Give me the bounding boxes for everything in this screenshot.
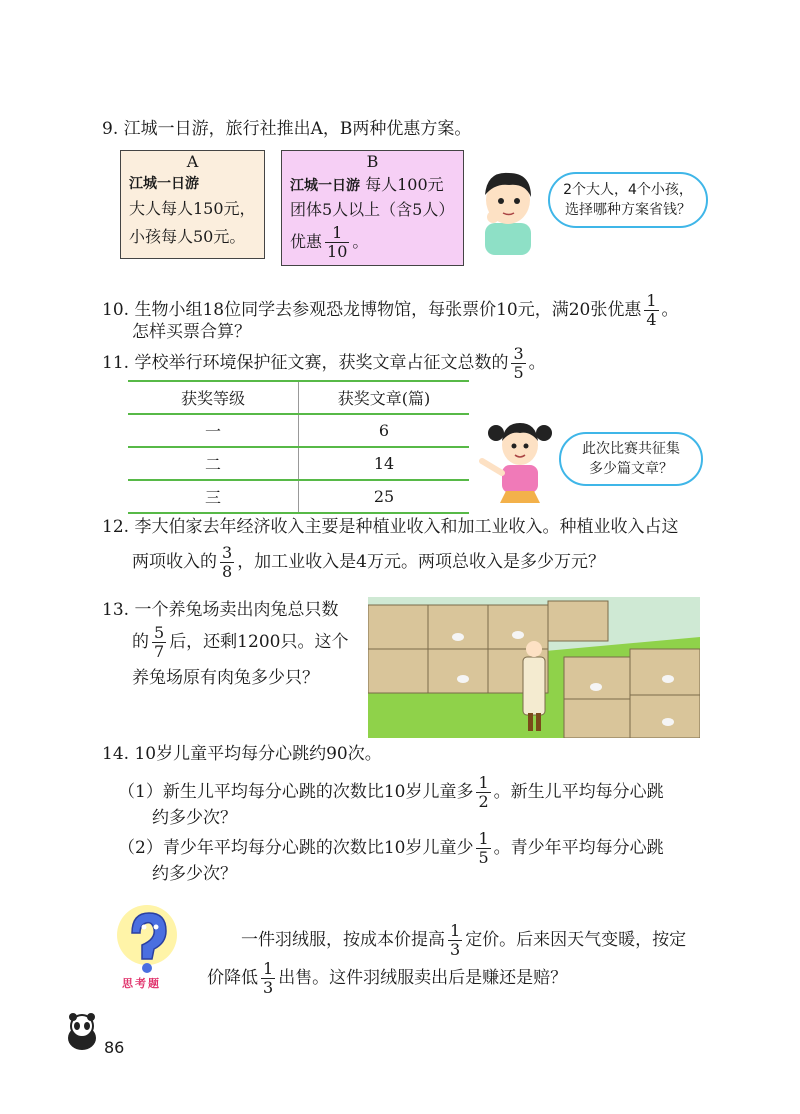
q12-text-post: ，加工业收入是4万元。两项总收入是多少万元？ [237,552,606,572]
q9-text: 9. 江城一日游，旅行社推出A，B两种优惠方案。 [102,119,472,139]
q14-part1-pre: （1）新生儿平均每分心跳的次数比10岁儿童多 [118,782,474,802]
think-line2-pre: 价降低 [207,968,258,988]
table-header: 获奖文章(篇) [299,381,470,414]
q11-bubble-line2: 多少篇文章？ [589,461,673,477]
q11-speech-bubble [559,432,703,486]
table-cell: 25 [299,480,470,513]
plan-a-title: 江城一日游 [129,176,199,192]
plan-b-letter: B [366,152,379,171]
plan-a-letter: A [186,152,199,171]
q12-line1: 12. 李大伯家去年经济收入主要是种植业收入和加工业收入。种植业收入占这 [102,517,679,537]
plan-b-title: 江城一日游 [290,178,360,194]
q14-line1: 14. 10岁儿童平均每分心跳约90次。 [102,744,382,764]
plan-b-fraction: $\frac{1}{10}$ [327,223,348,261]
think-line1-post: 定价。后来因天气变暖，按定 [465,930,687,950]
table-row [128,447,469,480]
table-row [128,414,469,447]
think-label: 思考题 [122,977,161,990]
q10-line2: 怎样买票合算？ [132,322,251,342]
table-cell: 14 [299,447,470,480]
q11-line: 11. 学校举行环境保护征文赛，获奖文章占征文总数的 $\frac{3}{5}$ 。 [102,344,546,382]
table-cell: 6 [299,414,470,447]
q14-part2-line2: 约多少次？ [152,864,237,884]
rabbit-farm-illustration [368,597,700,738]
table-row [128,480,469,513]
q10-fraction: $\frac{1}{4}$ [646,291,657,329]
q9-speech-bubble [548,172,708,228]
q13-line3: 养兔场原有肉兔多少只？ [132,668,319,688]
q14-part1-line2: 约多少次？ [152,808,237,828]
q14-part1-fraction: $\frac{1}{2}$ [478,773,489,811]
table-header: 获奖等级 [128,381,299,414]
plan-b-discount-label: 优惠 [290,232,323,251]
awards-table [128,380,469,514]
q13-line1: 13. 一个养兔场卖出肉兔总只数 [102,600,339,620]
q13-text-post: 后，还剩1200只。这个 [169,632,349,652]
girl-illustration [478,415,558,503]
q13-fraction: $\frac{5}{7}$ [154,623,165,661]
q13-text-pre: 的 [132,632,149,652]
table-cell: 三 [128,480,299,513]
plan-a-box [120,150,265,259]
q14-part2-post: 。青少年平均每分心跳 [493,838,664,858]
q10-text: 10. 生物小组18位同学去参观恐龙博物馆，每张票价10元，满20张优惠 [102,300,642,320]
q9-bubble-line1: 2个大人，4个小孩， [563,182,693,198]
q14-part1-post: 。新生儿平均每分心跳 [493,782,664,802]
table-header-row [128,381,469,414]
q13-line2 [132,622,348,662]
table-cell: 一 [128,414,299,447]
think-line2-post: 出售。这件羽绒服卖出后是赚还是赔？ [278,968,568,988]
q12-line2 [132,542,605,582]
page-number: 86 [104,1038,125,1057]
plan-a-line1: 大人每人150元， [129,199,256,218]
table-cell: 二 [128,447,299,480]
q12-text-pre: 两项收入的 [132,552,217,572]
plan-b-line1: 团体5人以上（含5人） [290,200,455,219]
q10-line1: 10. 生物小组18位同学去参观恐龙博物馆，每张票价10元，满20张优惠 $\frac{1}{4}$ 。 [102,291,679,329]
q11-bubble-line1: 此次比赛共征集 [582,441,680,457]
question-mark-mascot-icon [112,905,182,975]
boy-illustration [473,165,543,255]
think-fraction1: $\frac{1}{3}$ [450,921,461,959]
plan-b-price: 每人100元 [360,175,444,194]
q14-part2-fraction: $\frac{1}{5}$ [478,829,489,867]
think-line1-pre: 一件羽绒服，按成本价提高 [241,930,445,950]
think-line2 [207,956,567,1000]
q11-fraction: $\frac{3}{5}$ [513,344,524,382]
q14-part2-pre: （2）青少年平均每分心跳的次数比10岁儿童少 [118,838,474,858]
panda-icon [62,1012,102,1052]
q9-bubble-line2: 选择哪种方案省钱？ [565,202,691,218]
q12-fraction: $\frac{3}{8}$ [222,543,233,581]
q11-text: 11. 学校举行环境保护征文赛，获奖文章占征文总数的 [102,353,509,373]
plan-b-box: B 江城一日游 每人100元 团体5人以上（含5人） 优惠 $\frac{1}{10}$ 。 [281,150,464,266]
think-fraction2: $\frac{1}{3}$ [263,959,274,997]
plan-a-line2: 小孩每人50元。 [129,227,246,246]
